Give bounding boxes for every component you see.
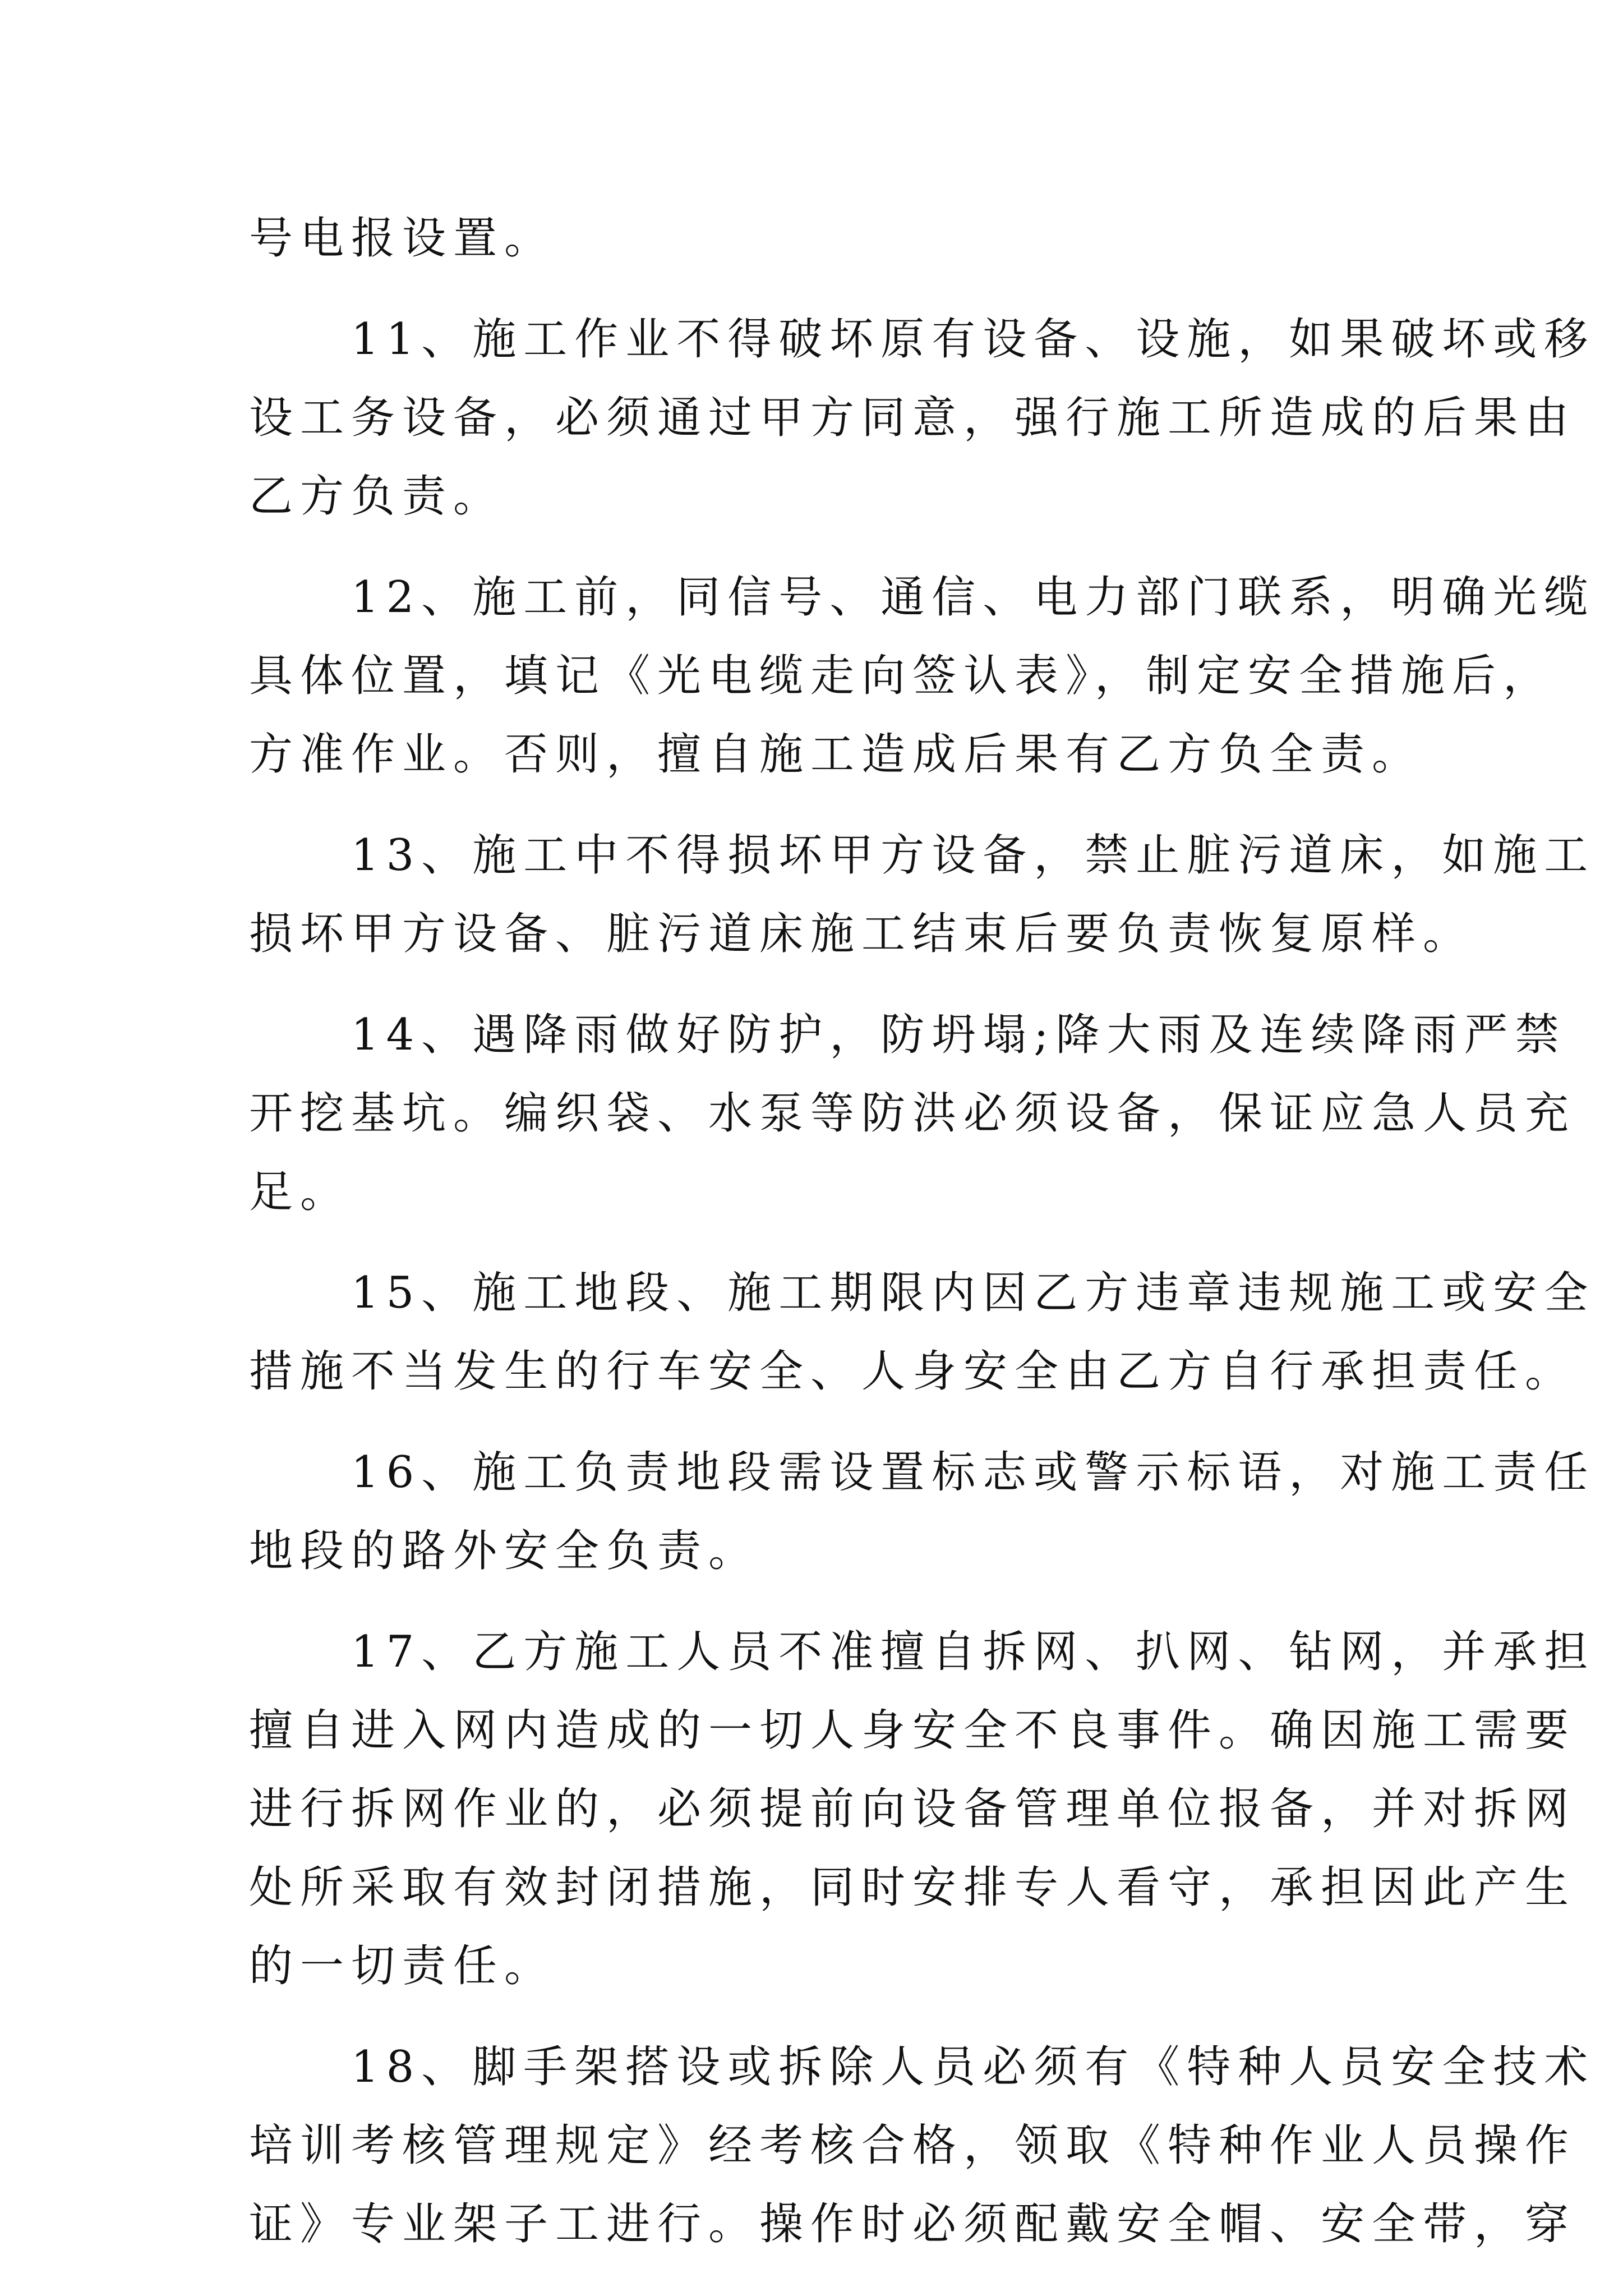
paragraph-gap [249, 536, 1382, 558]
paragraph-first-line: 18、脚手架搭设或拆除人员必须有《特种人员安全技术 [351, 2042, 1596, 2092]
paragraph-first-line: 13、施工中不得损坏甲方设备，禁止脏污道床，如施工 [351, 830, 1596, 881]
text-line: 设工务设备，必须通过甲方同意，强行施工所造成的后果由 [249, 393, 1576, 443]
text-line: 进行拆网作业的，必须提前向设备管理单位报备，并对拆网 [249, 1784, 1576, 1834]
paragraph-gap [249, 973, 1382, 996]
paragraph-first-line: 16、施工负责地段需设置标志或警示标语，对施工责任 [351, 1447, 1596, 1498]
paragraph-first-line: 11、施工作业不得破坏原有设备、设施，如果破坏或移 [351, 314, 1596, 365]
text-line: 号电报设置。 [249, 213, 556, 264]
text-line: 措施不当发生的行车安全、人身安全由乙方自行承担责任。 [249, 1346, 1576, 1397]
paragraph-gap [249, 278, 1382, 300]
paragraph-first-line: 15、施工地段、施工期限内因乙方违章违规施工或安全 [351, 1268, 1596, 1318]
text-line: 培训考核管理规定》经考核合格，领取《特种作业人员操作 [249, 2120, 1576, 2171]
paragraph-gap [249, 2005, 1382, 2028]
paragraph-gap [249, 1590, 1382, 1613]
paragraph-first-line: 17、乙方施工人员不准擅自拆网、扒网、钻网，并承担 [351, 1627, 1596, 1677]
text-line: 证》专业架子工进行。操作时必须配戴安全帽、安全带，穿 [249, 2199, 1576, 2249]
paragraph-first-line: 14、遇降雨做好防护，防坍塌;降大雨及连续降雨严禁 [351, 1010, 1566, 1060]
paragraph-gap [249, 1411, 1382, 1433]
paragraph-gap [249, 1231, 1382, 1254]
paragraph-first-line: 12、施工前，同信号、通信、电力部门联系，明确光缆 [351, 572, 1596, 623]
text-line: 方准作业。否则，擅自施工造成后果有乙方负全责。 [249, 729, 1423, 780]
text-line: 乙方负责。 [249, 471, 505, 522]
text-line: 开挖基坑。编织袋、水泵等防洪必须设备，保证应急人员充 [249, 1088, 1576, 1139]
text-line: 处所采取有效封闭措施，同时安排专人看守，承担因此产生 [249, 1862, 1576, 1913]
text-line: 擅自进入网内造成的一切人身安全不良事件。确因施工需要 [249, 1705, 1576, 1756]
document-body [249, 199, 1596, 2263]
text-line: 损坏甲方设备、脏污道床施工结束后要负责恢复原样。 [249, 909, 1474, 959]
text-line: 的一切责任。 [249, 1941, 556, 1991]
text-line: 足。 [249, 1167, 352, 1217]
text-line: 地段的路外安全负责。 [249, 1526, 760, 1576]
paragraph-gap [249, 794, 1382, 816]
text-line: 具体位置，填记《光电缆走向签认表》，制定安全措施后， [249, 651, 1555, 701]
